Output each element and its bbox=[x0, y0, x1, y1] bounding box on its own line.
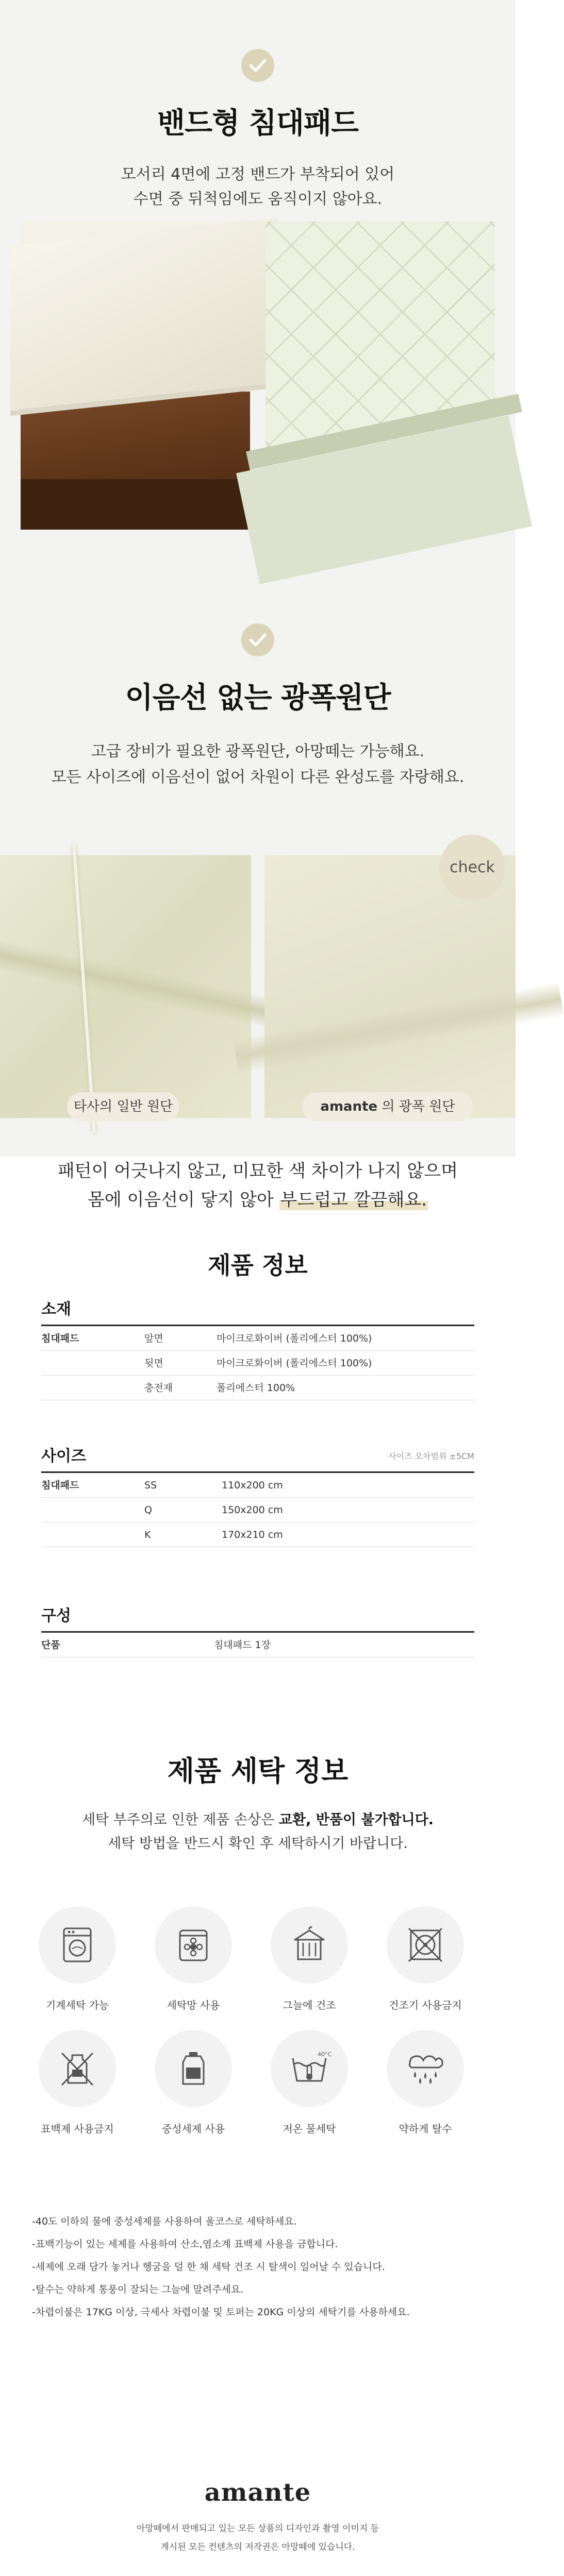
size-table bbox=[41, 1440, 474, 1547]
brand-logo: amante bbox=[204, 2478, 311, 2507]
material-heading: 소재 bbox=[41, 1293, 474, 1326]
wash-icon-label: 그늘에 건조 bbox=[283, 1999, 336, 2011]
table-row bbox=[41, 1473, 474, 1498]
washing-desc-bold: 교환, 반품이 불가합니다. bbox=[278, 1812, 434, 1828]
material-part: 앞면 bbox=[144, 1333, 163, 1344]
wash-icon-cell bbox=[150, 1906, 237, 2012]
washing-desc-prefix: 세탁 부주의로 인한 제품 손상은 bbox=[81, 1812, 279, 1828]
washing-desc-line2: 세탁 방법을 반드시 확인 후 세탁하시기 바랍니다. bbox=[108, 1836, 408, 1852]
size-item: 침대패드 bbox=[41, 1480, 79, 1491]
wash-icon-cell bbox=[381, 2030, 469, 2136]
composition-table bbox=[41, 1600, 474, 1657]
wash-icon-label: 중성세제 사용 bbox=[161, 2123, 225, 2135]
table-row bbox=[41, 1351, 474, 1376]
check-tag: check bbox=[439, 835, 505, 901]
band-pad-corner-photo bbox=[266, 222, 495, 530]
other-fabric-label: 타사의 일반 원단 bbox=[67, 1092, 179, 1121]
wash-icon-cell bbox=[34, 1906, 121, 2012]
quote-line2 bbox=[0, 1185, 516, 1214]
cold-wash-icon bbox=[271, 2030, 348, 2107]
material-value: 마이크로화이버 (폴리에스터 100%) bbox=[217, 1333, 372, 1344]
band-section bbox=[0, 0, 516, 585]
fabric-desc-line2: 모든 사이즈에 이음선이 없어 차원이 다른 완성도를 자랑해요. bbox=[51, 768, 465, 786]
material-part: 뒷면 bbox=[144, 1358, 163, 1369]
washing-notes bbox=[32, 2210, 486, 2324]
copyright-line1: 아망떼에서 판매되고 있는 모든 상품의 디자인과 촬영 이미지 등 bbox=[136, 2523, 379, 2534]
no-bleach-icon bbox=[39, 2030, 116, 2107]
list-item: -세제에 오래 담가 놓거나 헹굼을 덜 한 채 세탁 건조 시 탈색이 일어날 수 있습니다. bbox=[32, 2261, 385, 2273]
list-item: -표백기능이 있는 세제를 사용하여 산소,염소계 표백제 사용을 금합니다. bbox=[32, 2239, 338, 2250]
other-fabric-photo bbox=[0, 855, 251, 1118]
check-badge-icon bbox=[241, 623, 274, 656]
band-desc-line1: 모서리 4면에 고정 밴드가 부착되어 있어 bbox=[121, 165, 395, 183]
brand-name: amante bbox=[320, 1099, 378, 1114]
composition-value: 침대패드 1장 bbox=[214, 1639, 271, 1651]
material-table bbox=[41, 1293, 474, 1400]
list-item: -탈수는 약하게 통풍이 잘되는 그늘에 말려주세요. bbox=[32, 2284, 244, 2295]
washing-title: 제품 세탁 정보 bbox=[167, 1755, 349, 1787]
material-value: 마이크로화이버 (폴리에스터 100%) bbox=[217, 1358, 372, 1369]
size-heading-text: 사이즈 bbox=[41, 1447, 86, 1465]
wash-icon-label: 건조기 사용금지 bbox=[389, 1999, 462, 2011]
list-item: -40도 이하의 물에 중성세제를 사용하여 울코스로 세탁하세요. bbox=[32, 2216, 297, 2227]
washing-desc-line1 bbox=[0, 1808, 516, 1832]
shade-dry-icon bbox=[271, 1906, 348, 1984]
no-dryer-icon bbox=[387, 1906, 464, 1984]
brand-fabric-label bbox=[302, 1092, 473, 1121]
wash-icon-label: 기계세탁 가능 bbox=[45, 1999, 109, 2011]
size-value: 170x210 cm bbox=[222, 1529, 283, 1540]
table-row bbox=[41, 1522, 474, 1547]
size-code: K bbox=[144, 1529, 151, 1540]
neutral-detergent-icon bbox=[155, 2030, 232, 2107]
material-part: 충전재 bbox=[144, 1382, 173, 1394]
copyright-line2: 게시된 모든 컨텐츠의 저작권은 아망떼에 있습니다. bbox=[160, 2542, 355, 2552]
product-info-title: 제품 정보 bbox=[208, 1251, 308, 1279]
gentle-spin-icon bbox=[387, 2030, 464, 2107]
table-row bbox=[41, 1633, 474, 1657]
quote-line2-prefix: 몸에 이음선이 닿지 않아 bbox=[87, 1190, 279, 1210]
wash-icon-cell bbox=[381, 1906, 469, 2012]
size-code: Q bbox=[144, 1504, 152, 1516]
brand-fabric-suffix: 의 광폭 원단 bbox=[381, 1099, 455, 1114]
check-badge-icon bbox=[241, 49, 274, 82]
quote-line1: 패턴이 어긋나지 않고, 미묘한 색 차이가 나지 않으며 bbox=[57, 1161, 458, 1181]
composition-heading: 구성 bbox=[41, 1600, 474, 1633]
wash-icon-cell bbox=[150, 2030, 237, 2136]
list-item: -차렵이불은 17KG 이상, 극세사 차렵이불 및 토퍼는 20KG 이상의 세탁기를 사용하세요. bbox=[32, 2307, 410, 2318]
wash-icon-cell bbox=[266, 2030, 353, 2136]
band-desc-line2: 수면 중 뒤척임에도 움직이지 않아요. bbox=[133, 190, 383, 208]
fabric-desc-line1: 고급 장비가 필요한 광폭원단, 아망떼는 가능해요. bbox=[91, 742, 425, 760]
size-code: SS bbox=[144, 1480, 157, 1491]
fabric-quote bbox=[0, 1157, 516, 1214]
wash-icon-label: 약하게 탈수 bbox=[399, 2123, 452, 2135]
cold-wash-temp: 40°C bbox=[318, 2051, 332, 2058]
size-heading bbox=[41, 1440, 474, 1473]
material-item: 침대패드 bbox=[41, 1333, 79, 1344]
wash-icon-label: 세탁망 사용 bbox=[167, 1999, 220, 2011]
composition-item: 단품 bbox=[41, 1639, 60, 1651]
size-note: 사이즈 오차범위 ±5CM bbox=[388, 1451, 474, 1461]
quote-highlight: 부드럽고 깔끔해요. bbox=[280, 1190, 427, 1210]
copyright-notice bbox=[0, 2519, 516, 2556]
wash-icon-label: 저온 물세탁 bbox=[283, 2123, 336, 2135]
fabric-title: 이음선 없는 광폭원단 bbox=[125, 681, 391, 715]
net-bag-icon bbox=[155, 1906, 232, 1984]
washing-machine-icon bbox=[39, 1906, 116, 1984]
table-row bbox=[41, 1376, 474, 1400]
table-row bbox=[41, 1498, 474, 1522]
band-pad-bed-photo bbox=[21, 222, 250, 530]
wash-icon-cell bbox=[34, 2030, 121, 2136]
wash-icon-cell bbox=[266, 1906, 353, 2012]
band-title: 밴드형 침대패드 bbox=[157, 107, 359, 140]
size-value: 150x200 cm bbox=[222, 1504, 283, 1516]
size-value: 110x200 cm bbox=[222, 1480, 283, 1491]
washing-desc bbox=[0, 1808, 516, 1856]
material-value: 폴리에스터 100% bbox=[217, 1382, 295, 1394]
wash-icon-label: 표백제 사용금지 bbox=[41, 2123, 114, 2135]
table-row bbox=[41, 1326, 474, 1351]
